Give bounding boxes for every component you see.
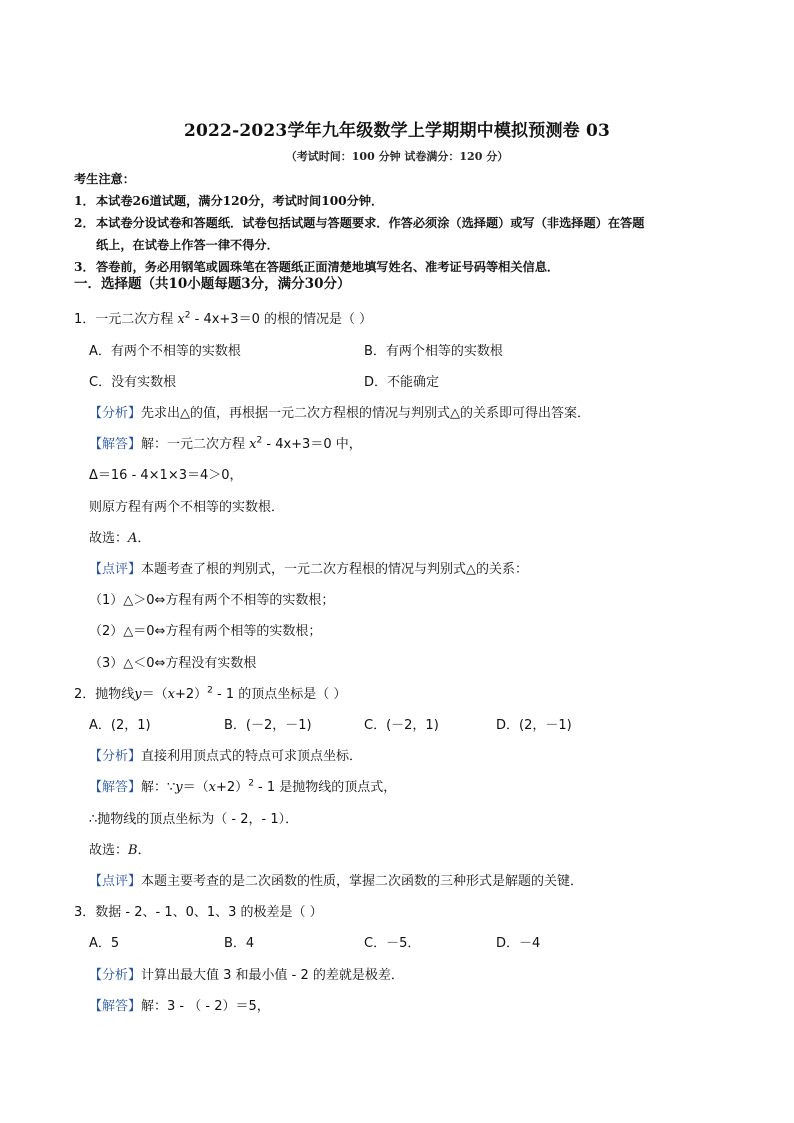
q3-solution: 【解答】解：3 - （ - 2）＝5， xyxy=(89,999,270,1014)
note-item: 3．答卷前，务必用钢笔或圆珠笔在答题纸正面清楚地填写姓名、准考证号码等相关信息． xyxy=(74,260,560,274)
q2-vertex: ∴抛物线的顶点坐标为（ - 2，- 1）． xyxy=(89,812,299,827)
q2-option-a: A．(2，1) xyxy=(89,718,151,733)
note-item: 2．本试卷分设试卷和答题纸．试卷包括试题与答题要求．作答必须涂（选择题）或写（非选择题）在答题 xyxy=(74,216,645,230)
q3-option-d: D．－4 xyxy=(496,936,541,951)
q1-analysis: 【分析】先求出△的值，再根据一元二次方程根的情况与判别式△的关系即可得出答案． xyxy=(89,406,591,421)
q3-option-b: B．4 xyxy=(224,936,255,951)
notes-heading: 考生注意： xyxy=(74,172,135,186)
q1-option-d: D．不能确定 xyxy=(364,375,440,390)
question-1-stem: 1．一元二次方程 $x^2 - 4x+3=0$ 的根的情况是（ ） xyxy=(74,310,373,327)
q1-point: （3）△＜0⇔方程没有实数根 xyxy=(89,656,257,671)
q3-analysis: 【分析】计算出最大值 3 和最小值 - 2 的差就是极差． xyxy=(89,968,404,983)
question-3-stem: 3．数据 - 2、- 1、0、1、3 的极差是（ ） xyxy=(74,905,323,920)
q1-option-b: B．有两个相等的实数根 xyxy=(364,344,503,359)
q2-option-b: B．(－2，－1) xyxy=(224,718,312,733)
q1-option-c: C．没有实数根 xyxy=(89,375,177,390)
note-item: 1．本试卷26道试题，满分120分，考试时间100分钟． xyxy=(74,194,384,208)
q1-choice: 故选：A． xyxy=(89,531,151,546)
page-subtitle: （考试时间：100 分钟 试卷满分：120 分） xyxy=(285,150,509,163)
q1-point: （2）△＝0⇔方程有两个相等的实数根； xyxy=(89,624,322,639)
q2-choice: 故选：B． xyxy=(89,843,151,858)
q2-option-c: C．(－2，1) xyxy=(364,718,439,733)
q2-comment: 【点评】本题主要考查的是二次函数的性质，掌握二次函数的三种形式是解题的关键． xyxy=(89,874,584,889)
section-title: 一．选择题（共10小题每题3分，满分30分） xyxy=(74,276,351,292)
q1-comment: 【点评】本题考查了根的判别式，一元二次方程根的情况与判别式△的关系： xyxy=(89,562,529,577)
page-title: 2022-2023学年九年级数学上学期期中模拟预测卷 03 xyxy=(183,121,611,141)
question-2-stem: 2．抛物线$y=(x+2)^2 - 1$ 的顶点坐标是（ ） xyxy=(74,685,347,702)
q1-delta: Δ＝16 - 4×1×3＝4＞0， xyxy=(89,468,243,483)
q2-analysis: 【分析】直接利用顶点式的特点可求顶点坐标． xyxy=(89,749,363,764)
q2-option-d: D．(2，－1) xyxy=(496,718,572,733)
q1-point: （1）△＞0⇔方程有两个不相等的实数根； xyxy=(89,593,335,608)
note-item-continued: 纸上，在试卷上作答一律不得分． xyxy=(96,238,279,252)
q1-solution: 【解答】解：一元二次方程 $x^2 - 4x+3=0$ 中， xyxy=(89,435,362,452)
q1-option-a: A．有两个不相等的实数根 xyxy=(89,344,241,359)
q1-conclusion: 则原方程有两个不相等的实数根． xyxy=(89,500,285,515)
q3-option-c: C．－5． xyxy=(364,936,421,951)
q3-option-a: A．5 xyxy=(89,936,120,951)
exam-notes xyxy=(74,168,734,278)
q2-solution: 【解答】解：$\because y=(x+2)^2 - 1$ 是抛物线的顶点式， xyxy=(89,778,397,795)
